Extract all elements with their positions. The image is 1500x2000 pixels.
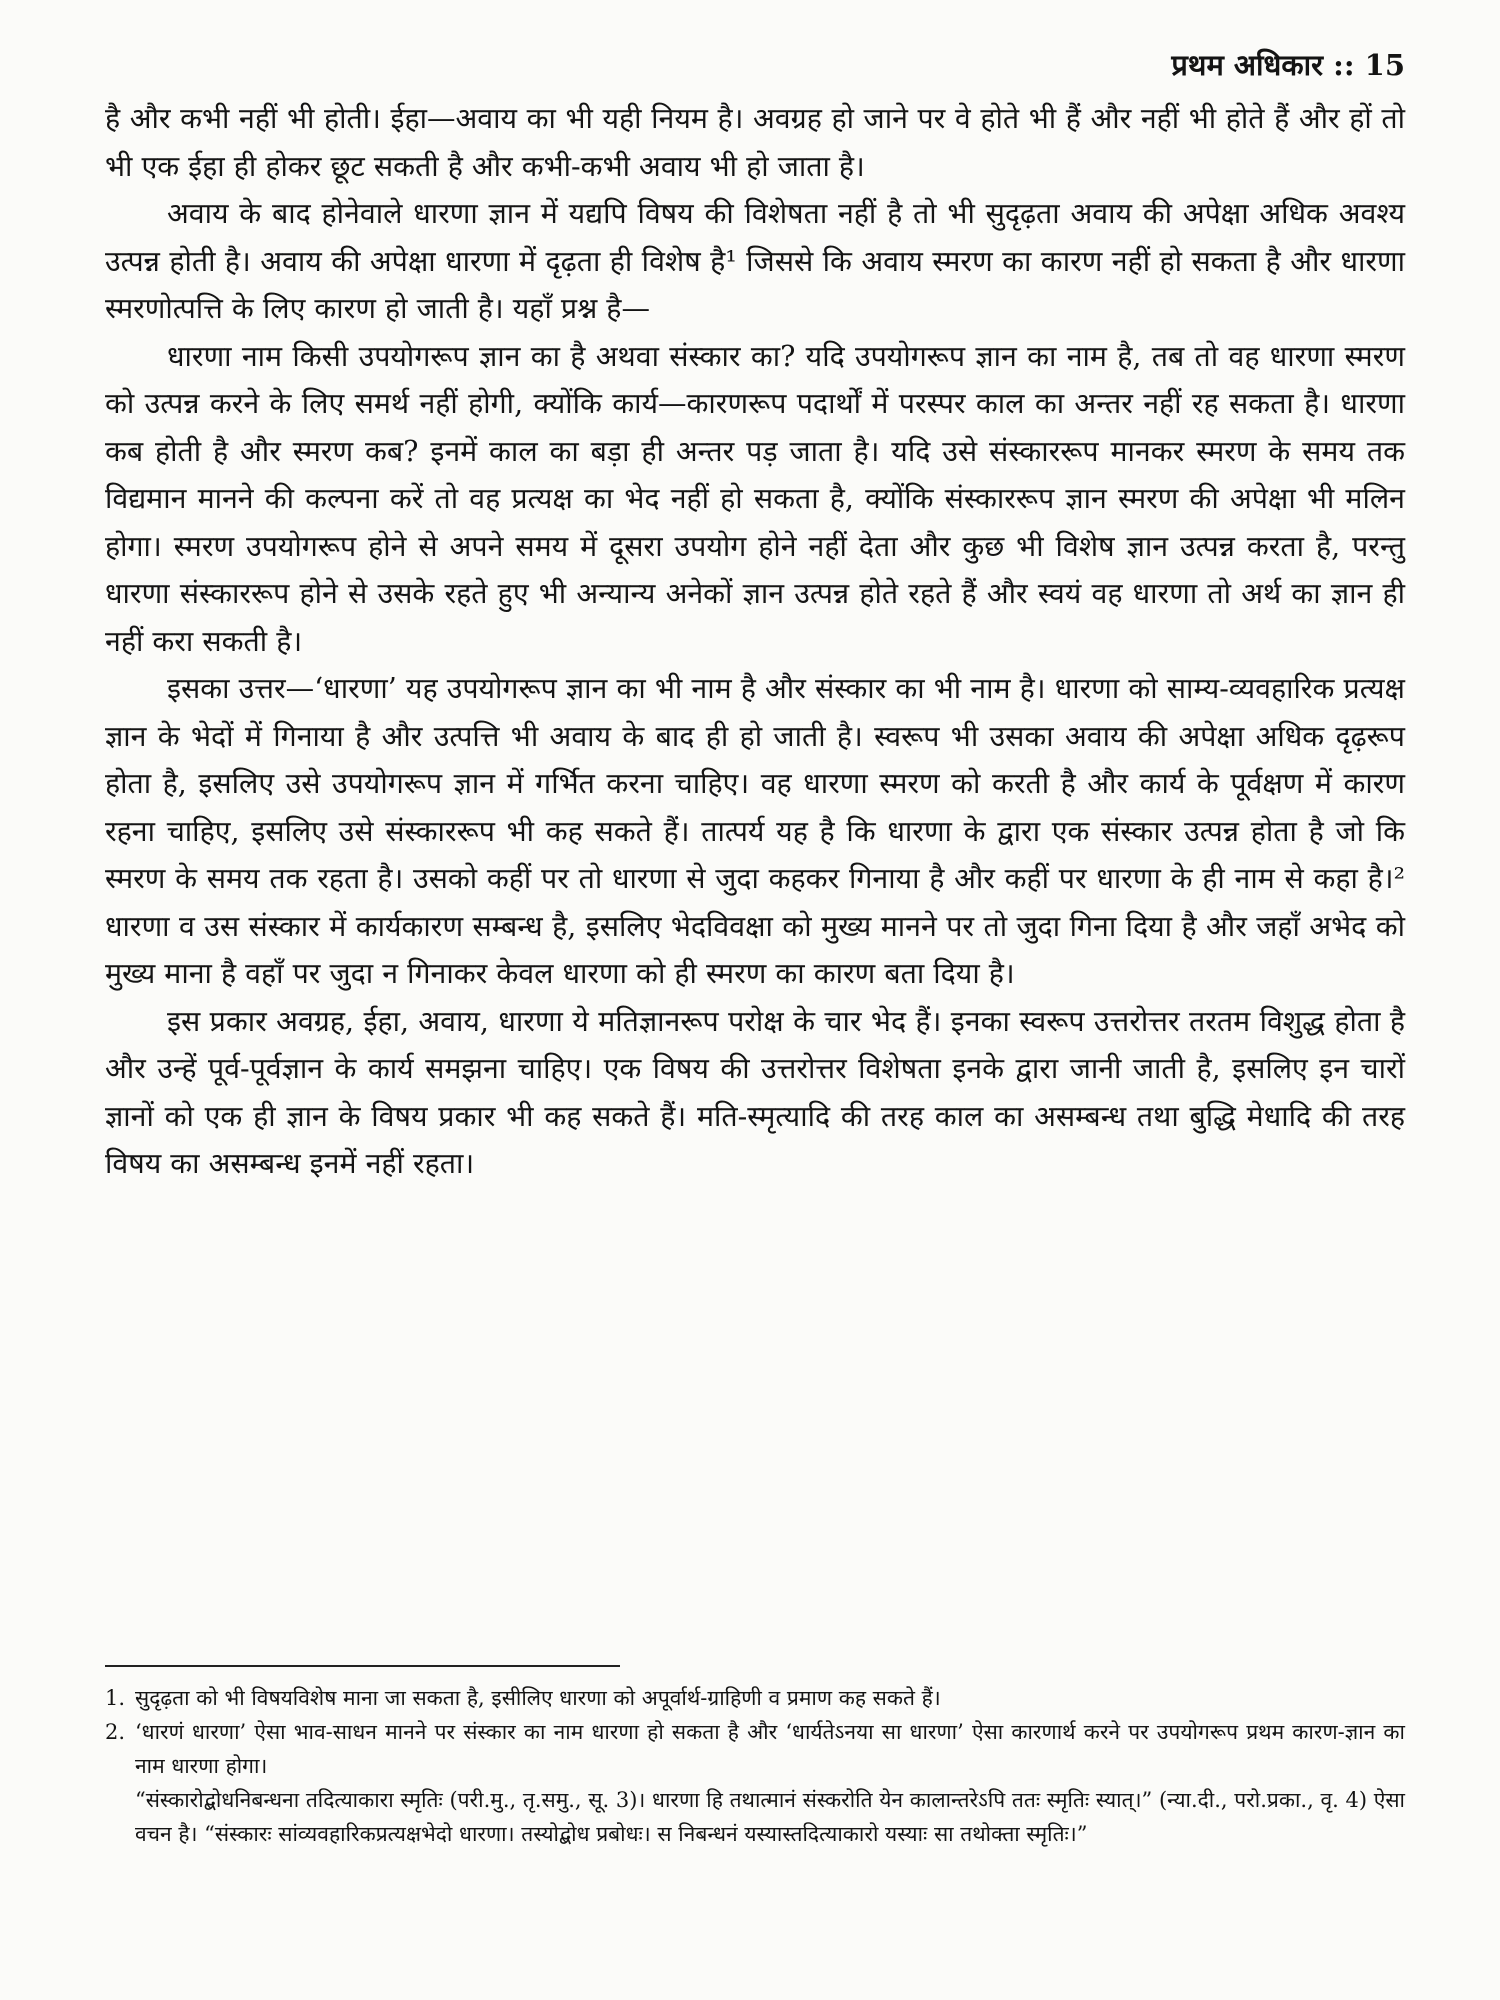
footnote-2-text: ‘धारणं धारणा’ ऐसा भाव-साधन मानने पर संस्कार का नाम धारणा हो सकता है और ‘धार्यतेऽनया सा धारणा’ ऐसा कारणार्थ करने पर उपयोगरूप प्रथम कारण-ज्ञान का नाम धारणा होगा। <box>135 1720 1405 1778</box>
running-header: प्रथम अधिकार :: 15 <box>1171 48 1405 82</box>
footnote-1 <box>105 1681 1405 1715</box>
footnote-2-number: 2. <box>105 1720 126 1744</box>
body-text <box>105 95 1405 1188</box>
footnote-1-text: सुदृढ़ता को भी विषयविशेष माना जा सकता है, इसीलिए धारणा को अपूर्वार्थ-ग्राहिणी व प्रमाण कह सकते हैं। <box>135 1686 941 1710</box>
footnote-2 <box>105 1715 1405 1783</box>
footnote-2-quote: “संस्कारोद्बोधनिबन्धना तदित्याकारा स्मृतिः (परी.मु., तृ.समु., सू. 3)। धारणा हि तथात्मानं संस्करोति येन कालान्तरेऽपि ततः स्मृतिः स्यात्।” (न्या.दी., परो.प्रका., वृ. 4) ऐसा वचन है। “संस्कारः सांव्यवहारिकप्रत्यक्षभेदो धारणा। तस्योद्बोध प्रबोधः। स निबन्धनं यस्यास्तदित्याकारो यस्याः सा तथोक्ता स्मृतिः।” <box>135 1788 1405 1846</box>
paragraph-5: इस प्रकार अवग्रह, ईहा, अवाय, धारणा ये मतिज्ञानरूप परोक्ष के चार भेद हैं। इनका स्वरूप उत्तरोत्तर तरतम विशुद्ध होता है और उन्हें पूर्व-पूर्वज्ञान के कार्य समझना चाहिए। एक विषय की उत्तरोत्तर विशेषता इनके द्वारा जानी जाती है, इसलिए इन चारों ज्ञानों को एक ही ज्ञान के विषय प्रकार भी कह सकते हैं। मति-स्मृत्यादि की तरह काल का असम्बन्ध तथा बुद्धि मेधादि की तरह विषय का असम्बन्ध इनमें नहीं रहता। <box>105 1004 1405 1180</box>
footnotes <box>105 1665 1405 1851</box>
footnote-divider <box>105 1665 620 1667</box>
paragraph-4: इसका उत्तर—‘धारणा’ यह उपयोगरूप ज्ञान का भी नाम है और संस्कार का भी नाम है। धारणा को साम्य-व्यवहारिक प्रत्यक्ष ज्ञान के भेदों में गिनाया है और उत्पत्ति भी अवाय के बाद ही हो जाती है। स्वरूप भी उसका अवाय की अपेक्षा अधिक दृढ़रूप होता है, इसलिए उसे उपयोगरूप ज्ञान में गर्भित करना चाहिए। वह धारणा स्मरण को करती है और कार्य के पूर्वक्षण में कारण रहना चाहिए, इसलिए उसे संस्काररूप भी कह सकते हैं। तात्पर्य यह है कि धारणा के द्वारा एक संस्कार उत्पन्न होता है जो कि स्मरण के समय तक रहता है। उसको कहीं पर तो धारणा से जुदा कहकर गिनाया है और कहीं पर धारणा के ही नाम से कहा है।² धारणा व उस संस्कार में कार्यकारण सम्बन्ध है, इसलिए भेदविवक्षा को मुख्य मानने पर तो जुदा गिना दिया है और जहाँ अभेद को मुख्य माना है वहाँ पर जुदा न गिनाकर केवल धारणा को ही स्मरण का कारण बता दिया है। <box>105 672 1405 990</box>
paragraph-1: है और कभी नहीं भी होती। ईहा—अवाय का भी यही नियम है। अवग्रह हो जाने पर वे होते भी हैं और नहीं भी होते हैं और हों तो भी एक ईहा ही होकर छूट सकती है और कभी-कभी अवाय भी हो जाता है। <box>105 102 1405 183</box>
paragraph-3: धारणा नाम किसी उपयोगरूप ज्ञान का है अथवा संस्कार का? यदि उपयोगरूप ज्ञान का नाम है, तब तो वह धारणा स्मरण को उत्पन्न करने के लिए समर्थ नहीं होगी, क्योंकि कार्य—कारणरूप पदार्थों में परस्पर काल का अन्तर नहीं रह सकता है। धारणा कब होती है और स्मरण कब? इनमें काल का बड़ा ही अन्तर पड़ जाता है। यदि उसे संस्काररूप मानकर स्मरण के समय तक विद्यमान मानने की कल्पना करें तो वह प्रत्यक्ष का भेद नहीं हो सकता है, क्योंकि संस्काररूप ज्ञान स्मरण की अपेक्षा भी मलिन होगा। स्मरण उपयोगरूप होने से अपने समय में दूसरा उपयोग होने नहीं देता और कुछ भी विशेष ज्ञान उत्पन्न करता है, परन्तु धारणा संस्काररूप होने से उसके रहते हुए भी अन्यान्य अनेकों ज्ञान उत्पन्न होते रहते हैं और स्वयं वह धारणा तो अर्थ का ज्ञान ही नहीं करा सकती है। <box>105 339 1405 658</box>
book-page <box>105 45 1405 1975</box>
paragraph-2: अवाय के बाद होनेवाले धारणा ज्ञान में यद्यपि विषय की विशेषता नहीं है तो भी सुदृढ़ता अवाय की अपेक्षा अधिक अवश्य उत्पन्न होती है। अवाय की अपेक्षा धारणा में दृढ़ता ही विशेष है¹ जिससे कि अवाय स्मरण का कारण नहीं हो सकता है और धारणा स्मरणोत्पत्ति के लिए कारण हो जाती है। यहाँ प्रश्न है— <box>105 197 1405 325</box>
footnote-1-number: 1. <box>105 1686 126 1710</box>
